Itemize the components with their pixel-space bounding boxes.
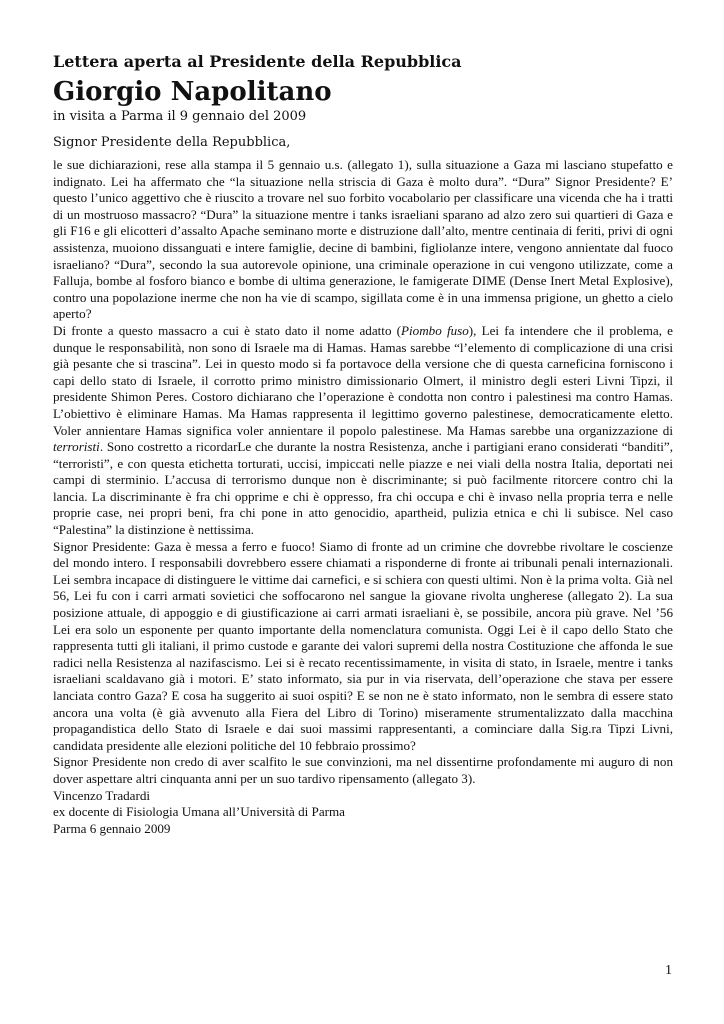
paragraph-1: le sue dichiarazioni, rese alla stampa il 5 gennaio u.s. (allegato 1), sulla situazione a Gaza mi lasciano stupefatto e indignato. Lei ha affermato che “la situazione nella striscia di Gaza è molto dura”. “Dura” Signor Presidente? E’ questo l’unico aggettivo che è riuscito a trovare nel suo forbito vocabolario per classificare una vicenda che ha i tratti di un mostruoso massacro? “Dura” la situazione mentre i tanks israeliani sparano ad alzo zero sui quartieri di Gaza e gli F16 e gli elicotteri d’assalto Apache seminano morte e distruzione dall’alto, mentre centinaia di feriti, privi di ogni assistenza, muoiono dissanguati e intere famiglie, decine di bambini, figliolanze intere, vengono annientate dal fuoco israeliano? “Dura”, secondo la sua autorevole opinione, una criminale operazione in cui vengono utilizzate, come a Falluja, bombe al fosforo bianco e bombe di ultima generazione, le famigerate DIME (Dense Inert Metal Explosive), contro una popolazione inerme che non ha vie di scampo, sigillata come è in una immensa prigione, un ghetto a cielo aperto? [53,157,673,322]
salutation: Signor Presidente della Repubblica, [53,135,291,150]
paragraph-3: Signor Presidente: Gaza è messa a ferro e fuoco! Siamo di fronte ad un crimine che dovrebbe rivoltare le coscienze del mondo intero. I responsabili dovrebbero essere chiamati a risponderne di fronte ai tribunali penali internazionali. Lei sembra incapace di distinguere le vittime dai carnefici, e si schiera con questi ultimi. Non è la prima volta. Già nel 56, Lei fu con i carri armati sovietici che soffocarono nel sangue la giovane rivolta ungherese (allegato 2). La sua posizione attuale, di appoggio e di giustificazione ai carri armati israeliani è, se possibile, ancora più grave. Nel ’56 Lei era solo un esponente per quanto importante della nomenclatura comunista. Oggi Lei è il capo dello Stato che rappresenta tutti gli italiani, il primo custode e garante dei valori supremi della nostra Costituzione che affonda le sue radici nella Resistenza al nazifascismo. Lei si è recato recentissimamente, in visita di stato, in Israele, mentre i tanks israeliani scaldavano già i motori. E’ stato informato, sia pur in via riservata, dell’operazione che stava per essere lanciata contro Gaza? E cosa ha suggerito ai suoi ospiti? E se non ne è stato informato, non le sembra di essere stato ancora una volta (è già avvenuto alla Fiera del Libro di Torino) miseramente strumentalizzato dalla macchina propagandistica dello Stato di Israele e dai suoi massimi rappresentanti, a cominciare dalla Sig.ra Tipzi Livni, candidata presidente alle elezioni politiche del 10 febbraio prossimo? [53,538,673,753]
signature-role: ex docente di Fisiologia Umana all’Università di Parma [53,804,345,820]
letter-subtitle: Lettera aperta al Presidente della Repubblica [53,52,462,71]
letter-title: Giorgio Napolitano [53,77,332,107]
signature-name: Vincenzo Tradardi [53,787,151,803]
paragraph-2-part-b: ), Lei fa intendere che il problema, e dunque le responsabilità, non sono di Israele ma di Hamas. Hamas sarebbe “l’elemento di complicazione di una crisi già pesante che si trascina”. Lei in questo modo si fa portavoce della versione che di questa carneficina forniscono i capi dello stato di Israele, il corrotto primo ministro dimissionario Olmert, il ministro degli esteri Livni Tipzi, il presidente Shimon Peres. Costoro dichiarano che l’operazione è condotta non contro i palestinesi ma contro Hamas. L’obiettivo è eliminare Hamas. Ma Hamas rappresenta il legittimo governo palestinese, democraticamente eletto. Voler annientare Hamas significa voler annientare il popolo palestinese. Ma Hamas sarebbe una organizzazione di [53,322,673,438]
operation-name: Piombo fuso [401,322,469,338]
visit-line: in visita a Parma il 9 gennaio del 2009 [53,109,307,124]
paragraph-2 [53,323,673,539]
terroristi-word: terroristi [53,439,100,455]
page-number: 1 [665,963,672,978]
paragraph-4: Signor Presidente non credo di aver scalfito le sue convinzioni, ma nel dissentirne profondamente mi auguro di non dover aspettare altri cinquanta anni per un suo tardivo ripensamento (allegato 3). [53,754,673,786]
signature-place-date: Parma 6 gennaio 2009 [53,820,171,836]
letter-page [53,50,673,837]
paragraph-2-part-a: Di fronte a questo massacro a cui è stato dato il nome adatto ( [53,322,402,338]
paragraph-2-part-c: . Sono costretto a ricordarLe che durante la nostra Resistenza, anche i partigiani erano considerati “banditi”, “terroristi”, e con questa etichetta torturati, uccisi, impiccati nelle piazze e nei viali della nostra Italia, deportati nei campi di sterminio. L’accusa di terrorismo dunque non è discriminante; si può facilmente ritorcere contro chi la lancia. La discriminante è fra chi opprime e chi è oppresso, fra chi occupa e chi è invaso nella propria terra e nelle proprie case, nei propri beni, fra chi pone in atto genocidio, apartheid, pulizia etnica e chi li subisce. Nel caso “Palestina” la distinzione è nettissima. [53,439,673,538]
